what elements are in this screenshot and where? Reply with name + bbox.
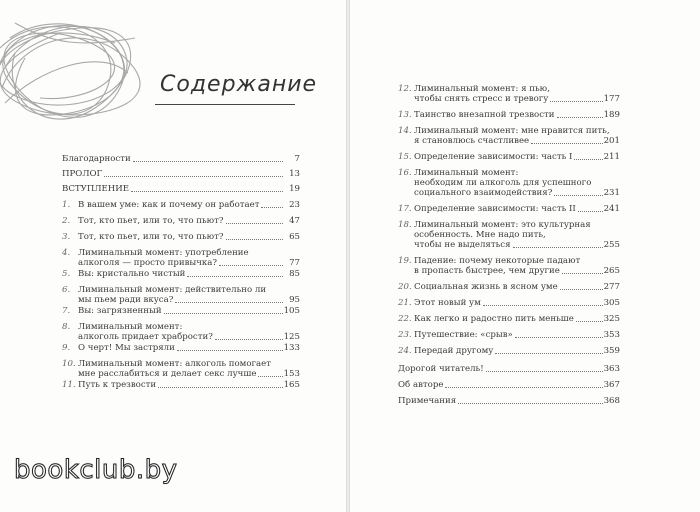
- toc-entry: [62, 232, 300, 242]
- toc-entry-title-line: Лиминальный момент:: [414, 168, 519, 178]
- toc-entry-title: [78, 200, 259, 210]
- toc-entry-page-number: 277: [603, 282, 620, 292]
- watermark-text: bookclub.by: [14, 455, 178, 485]
- toc-entry: [398, 298, 620, 308]
- toc-dot-leader: [445, 387, 603, 388]
- toc-entry-number: 19.: [398, 256, 412, 266]
- toc-entry-title-line: чтобы снять стресс и тревогу: [414, 94, 549, 104]
- toc-entry-title-line: Передай другому: [414, 346, 494, 356]
- page-title: Содержание: [160, 72, 318, 97]
- toc-entry-title-line: Лиминальный момент: мне нравится пить,: [414, 126, 610, 136]
- toc-dot-leader: [133, 161, 283, 162]
- toc-entry: [398, 110, 620, 120]
- toc-entry-title: [414, 110, 555, 120]
- toc-entry-title-line: Вы: загрязненный: [78, 306, 162, 316]
- toc-entry: [398, 204, 620, 214]
- toc-dot-leader: [495, 353, 603, 354]
- toc-entry-title-line: Социальная жизнь в ясном уме: [414, 282, 558, 292]
- toc-dot-leader: [554, 195, 603, 196]
- toc-entry: [398, 346, 620, 356]
- toc-entry-title-line: В вашем уме: как и почему он работает: [78, 200, 260, 210]
- toc-entry-page-number: 189: [603, 110, 620, 120]
- toc-entry-title-line: Путь к трезвости: [78, 380, 157, 390]
- toc-entry-title: [414, 256, 580, 276]
- toc-entry-title-line: Лиминальный момент: алкоголь помогает: [78, 359, 271, 369]
- toc-entry-number: 15.: [398, 152, 412, 162]
- toc-entry-title-line: Лиминальный момент: употребление: [78, 248, 249, 258]
- toc-entry-number: 14.: [398, 126, 412, 136]
- toc-entry-number: 6.: [62, 285, 71, 295]
- toc-entry-title-line: Дорогой читатель!: [398, 364, 484, 374]
- toc-entry-page-number: 325: [603, 314, 620, 324]
- toc-entry-title: [414, 346, 493, 356]
- toc-entry-page-number: 125: [283, 332, 300, 342]
- toc-dot-leader: [483, 305, 603, 306]
- toc-entry: [398, 168, 620, 198]
- toc-dot-leader: [219, 265, 283, 266]
- toc-right-column: [398, 84, 620, 424]
- toc-entry-title-line: особенность. Мне надо пить,: [414, 230, 546, 240]
- toc-entry-number: 21.: [398, 298, 412, 308]
- toc-entry-title-line: ПРОЛОГ: [62, 169, 103, 179]
- toc-dot-leader: [578, 211, 603, 212]
- toc-entry: [62, 359, 300, 379]
- toc-dot-leader: [226, 223, 284, 224]
- toc-entry-title: [414, 168, 591, 198]
- toc-entry-number: 2.: [62, 216, 71, 226]
- toc-entry-title-line: необходим ли алкоголь для успешного: [414, 178, 592, 188]
- toc-entry-page-number: 153: [283, 369, 300, 379]
- toc-dot-leader: [515, 337, 603, 338]
- toc-entry-number: 12.: [398, 84, 412, 94]
- toc-entry-title: [414, 152, 572, 162]
- toc-left-column: [62, 154, 300, 414]
- toc-entry-title-line: Падение: почему некоторые падают: [414, 256, 581, 266]
- toc-entry-number: 24.: [398, 346, 412, 356]
- toc-dot-leader: [258, 376, 283, 377]
- toc-entry-page-number: 7: [294, 154, 300, 164]
- toc-entry-page-number: 77: [289, 258, 300, 268]
- toc-dot-leader: [458, 403, 603, 404]
- toc-entry-page-number: 368: [603, 396, 620, 406]
- toc-entry-title: [78, 343, 175, 353]
- toc-dot-leader: [158, 387, 283, 388]
- toc-entry-title-line: Вы: кристально чистый: [78, 269, 186, 279]
- toc-entry-number: 1.: [62, 200, 71, 210]
- toc-entry-page-number: 255: [603, 240, 620, 250]
- toc-entry-title-line: Примечания: [398, 396, 457, 406]
- toc-entry-number: 7.: [62, 306, 71, 316]
- toc-entry: [62, 216, 300, 226]
- toc-entry: [62, 269, 300, 279]
- toc-dot-leader: [226, 239, 284, 240]
- toc-entry-number: 22.: [398, 314, 412, 324]
- toc-entry-title: [398, 380, 443, 390]
- toc-entry-page-number: 65: [289, 232, 300, 242]
- toc-entry-number: 16.: [398, 168, 412, 178]
- toc-entry-title: [62, 184, 129, 194]
- toc-entry-page-number: 177: [603, 94, 620, 104]
- toc-dot-leader: [187, 276, 283, 277]
- toc-entry-number: 8.: [62, 322, 71, 332]
- toc-entry-title: [398, 396, 456, 406]
- toc-dot-leader: [261, 207, 283, 208]
- toc-entry-title: [414, 330, 513, 340]
- toc-entry-title-line: Таинство внезапной трезвости: [414, 110, 555, 120]
- toc-entry-title: [78, 359, 271, 379]
- toc-entry: [62, 184, 300, 194]
- toc-entry-page-number: 363: [603, 364, 620, 374]
- toc-entry-title: [414, 298, 481, 308]
- toc-entry-title: [78, 232, 224, 242]
- toc-dot-leader: [177, 350, 283, 351]
- toc-entry: [62, 322, 300, 342]
- toc-dot-leader: [164, 313, 283, 314]
- toc-entry-page-number: 23: [289, 200, 300, 210]
- toc-dot-leader: [576, 321, 603, 322]
- toc-entry-number: 4.: [62, 248, 71, 258]
- toc-entry-title: [78, 306, 162, 316]
- toc-entry-page-number: 133: [283, 343, 300, 353]
- toc-entry: [62, 154, 300, 164]
- toc-entry: [62, 169, 300, 179]
- toc-entry-title: [78, 216, 224, 226]
- toc-entry-page-number: 265: [603, 266, 620, 276]
- toc-entry-page-number: 211: [603, 152, 620, 162]
- toc-entry-title-line: ВСТУПЛЕНИЕ: [62, 184, 130, 194]
- toc-entry: [62, 343, 300, 353]
- toc-entry-title-line: алкоголя — просто привычка?: [78, 258, 218, 268]
- toc-entry-title-line: мы пьем ради вкуса?: [78, 295, 174, 305]
- toc-entry-title-line: Лиминальный момент: это культурная: [414, 220, 591, 230]
- toc-entry: [62, 285, 300, 305]
- toc-entry-page-number: 165: [283, 380, 300, 390]
- toc-dot-leader: [131, 191, 283, 192]
- toc-dot-leader: [557, 117, 603, 118]
- toc-entry-title-line: Определение зависимости: часть I: [414, 152, 573, 162]
- toc-entry-title-line: Как легко и радостно пить меньше: [414, 314, 574, 324]
- toc-entry-page-number: 105: [283, 306, 300, 316]
- toc-entry: [398, 256, 620, 276]
- toc-entry: [398, 314, 620, 324]
- toc-entry-title: [414, 282, 558, 292]
- toc-entry-title-line: в пропасть быстрее, чем другие: [414, 266, 560, 276]
- toc-entry: [398, 84, 620, 104]
- toc-dot-leader: [175, 302, 283, 303]
- toc-dot-leader: [574, 159, 603, 160]
- toc-entry: [62, 248, 300, 268]
- toc-dot-leader: [531, 143, 603, 144]
- toc-dot-leader: [550, 101, 603, 102]
- toc-entry-number: 18.: [398, 220, 412, 230]
- toc-dot-leader: [486, 371, 603, 372]
- toc-entry-page-number: 47: [289, 216, 300, 226]
- toc-entry: [398, 152, 620, 162]
- toc-entry-title-line: Об авторе: [398, 380, 444, 390]
- toc-entry-title: [414, 314, 574, 324]
- toc-entry-number: 23.: [398, 330, 412, 340]
- title-underline: [155, 104, 295, 105]
- toc-entry-number: 20.: [398, 282, 412, 292]
- toc-entry: [398, 126, 620, 146]
- toc-entry-title-line: чтобы не выделяться: [414, 240, 511, 250]
- toc-entry: [62, 306, 300, 316]
- toc-entry-title-line: Этот новый ум: [414, 298, 481, 308]
- toc-entry-title: [398, 364, 484, 374]
- toc-entry-title-line: Определение зависимости: часть II: [414, 204, 576, 214]
- toc-entry-page-number: 85: [289, 269, 300, 279]
- toc-entry-number: 9.: [62, 343, 71, 353]
- toc-entry-title-line: Тот, кто пьет, или то, что пьют?: [78, 232, 224, 242]
- toc-entry: [398, 330, 620, 340]
- toc-entry-title: [414, 84, 550, 104]
- toc-entry-page-number: 241: [603, 204, 620, 214]
- toc-entry: [398, 220, 620, 250]
- toc-entry: [398, 282, 620, 292]
- toc-entry-number: 3.: [62, 232, 71, 242]
- toc-entry-page-number: 359: [603, 346, 620, 356]
- toc-entry-number: 5.: [62, 269, 71, 279]
- toc-entry-number: 10.: [62, 359, 76, 369]
- toc-dot-leader: [104, 176, 283, 177]
- toc-entry-number: 17.: [398, 204, 412, 214]
- toc-entry-title-line: алкоголь придает храбрости?: [78, 332, 213, 342]
- toc-entry-page-number: 305: [603, 298, 620, 308]
- toc-entry-title-line: Тот, кто пьет, или то, что пьют?: [78, 216, 224, 226]
- toc-entry-title-line: я становлюсь счастливее: [414, 136, 530, 146]
- toc-dot-leader: [562, 273, 603, 274]
- toc-entry: [398, 380, 620, 390]
- toc-entry-title-line: Лиминальный момент:: [78, 322, 183, 332]
- toc-entry-page-number: 231: [603, 188, 620, 198]
- scribble-decoration: [0, 8, 150, 128]
- toc-dot-leader: [560, 289, 603, 290]
- toc-entry-page-number: 201: [603, 136, 620, 146]
- toc-entry-page-number: 353: [603, 330, 620, 340]
- toc-entry-title-line: мне расслабиться и делает секс лучше: [78, 369, 257, 379]
- toc-entry-page-number: 95: [289, 295, 300, 305]
- toc-entry-title-line: О черт! Мы застряли: [78, 343, 175, 353]
- toc-entry-page-number: 367: [603, 380, 620, 390]
- toc-entry-title-line: Путешествие: «срыв»: [414, 330, 513, 340]
- toc-entry-title-line: Лиминальный момент: я пью,: [414, 84, 550, 94]
- toc-dot-leader: [513, 247, 603, 248]
- toc-entry-page-number: 13: [289, 169, 300, 179]
- toc-entry-title: [414, 220, 591, 250]
- toc-entry-title-line: Лиминальный момент: действительно ли: [78, 285, 267, 295]
- toc-entry-title: [78, 380, 156, 390]
- toc-entry-title: [78, 269, 185, 279]
- toc-entry-title: [62, 169, 102, 179]
- toc-entry: [62, 200, 300, 210]
- toc-entry-title-line: социального взаимодействия?: [414, 188, 553, 198]
- toc-entry-title: [414, 204, 576, 214]
- toc-dot-leader: [215, 339, 283, 340]
- toc-entry: [62, 380, 300, 390]
- toc-entry: [398, 396, 620, 406]
- toc-entry: [398, 364, 620, 374]
- toc-entry-number: 11.: [62, 380, 76, 390]
- toc-entry-page-number: 19: [289, 184, 300, 194]
- toc-entry-title-line: Благодарности: [62, 154, 131, 164]
- toc-entry-title: [78, 322, 213, 342]
- toc-entry-title: [62, 154, 131, 164]
- toc-entry-number: 13.: [398, 110, 412, 120]
